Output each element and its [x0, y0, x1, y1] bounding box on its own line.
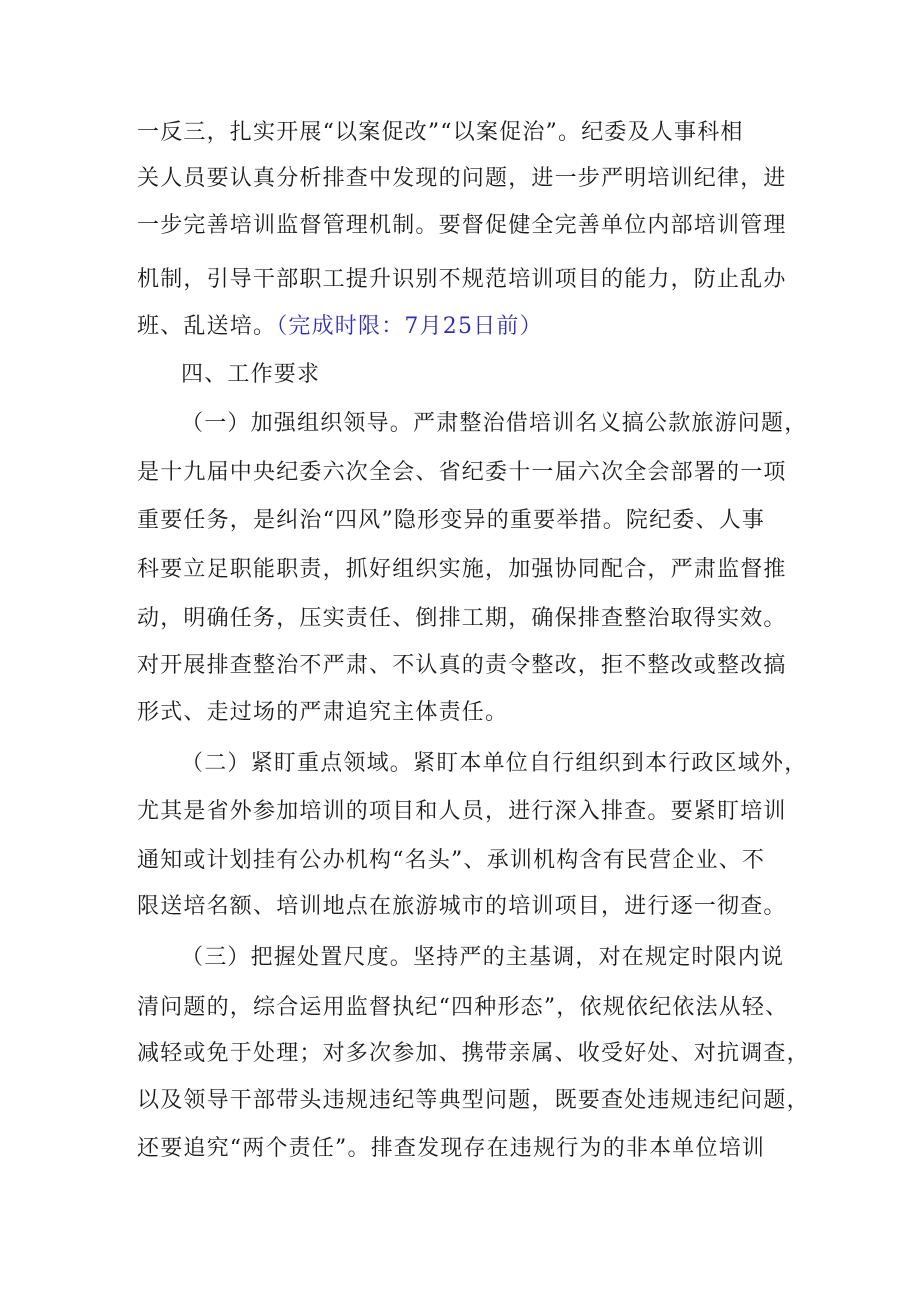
paragraph-line: 清问题的，综合运用监督执纪“四种形态”，依规依纪依法从轻、 — [137, 995, 789, 1020]
paragraph-line: 关人员要认真分析排查中发现的问题，进一步严明培训纪律，进 — [137, 166, 787, 191]
paragraph-line: （一）加强组织领导。严肃整治借培训名义搞公款旅游问题， — [181, 411, 808, 436]
paragraph-line: 动，明确任务，压实责任、倒排工期，确保排查整治取得实效。 — [137, 606, 787, 631]
paragraph-line: 尤其是省外参加培训的项目和人员，进行深入排查。要紧盯培训 — [137, 799, 787, 824]
paragraph-line: 减轻或免于处理；对多次参加、携带亲属、收受好处、对抗调查， — [137, 1041, 810, 1066]
paragraph-line: 还要追究“两个责任”。排查发现存在违规行为的非本单位培训 — [137, 1136, 766, 1161]
paragraph-line — [137, 304, 797, 350]
paragraph-line: 形式、走过场的严肃追究主体责任。 — [137, 700, 509, 725]
paragraph-line: 一反三，扎实开展“以案促改”“以案促治”。纪委及人事科相 — [137, 120, 744, 145]
paragraph-line: 对开展排查整治不严肃、不认真的责令整改，拒不整改或整改搞 — [137, 653, 787, 678]
paragraph-line: 以及领导干部带头违规违纪等典型问题，既要查处违规违纪问题， — [137, 1088, 810, 1113]
paragraph-line: 一步完善培训监督管理机制。要督促健全完善单位内部培训管理 — [137, 213, 787, 238]
paragraph-line: （二）紧盯重点领域。紧盯本单位自行组织到本行政区域外， — [181, 751, 808, 776]
paragraph-line: 通知或计划挂有公办机构“名头”、承训机构含有民营企业、不 — [137, 848, 766, 873]
paragraph-line: 限送培名额、培训地点在旅游城市的培训项目，进行逐一彻查。 — [137, 894, 787, 919]
paragraph-line: 是十九届中央纪委六次全会、省纪委十一届六次全会部署的一项 — [137, 460, 787, 485]
paragraph-line: 重要任务，是纠治“四风”隐形变异的重要举措。院纪委、人事 — [137, 508, 766, 533]
deadline-note: （完成时限：7月25日前） — [276, 314, 543, 339]
paragraph-text: 班、乱送培。 — [137, 314, 277, 339]
section-heading: 四、工作要求 — [181, 362, 321, 387]
paragraph-line: 机制，引导干部职工提升识别不规范培训项目的能力，防止乱办 — [137, 267, 787, 292]
paragraph-line: 科要立足职能职责，抓好组织实施，加强协同配合，严肃监督推 — [137, 557, 787, 582]
paragraph-line: （三）把握处置尺度。坚持严的主基调，对在规定时限内说 — [181, 945, 785, 970]
